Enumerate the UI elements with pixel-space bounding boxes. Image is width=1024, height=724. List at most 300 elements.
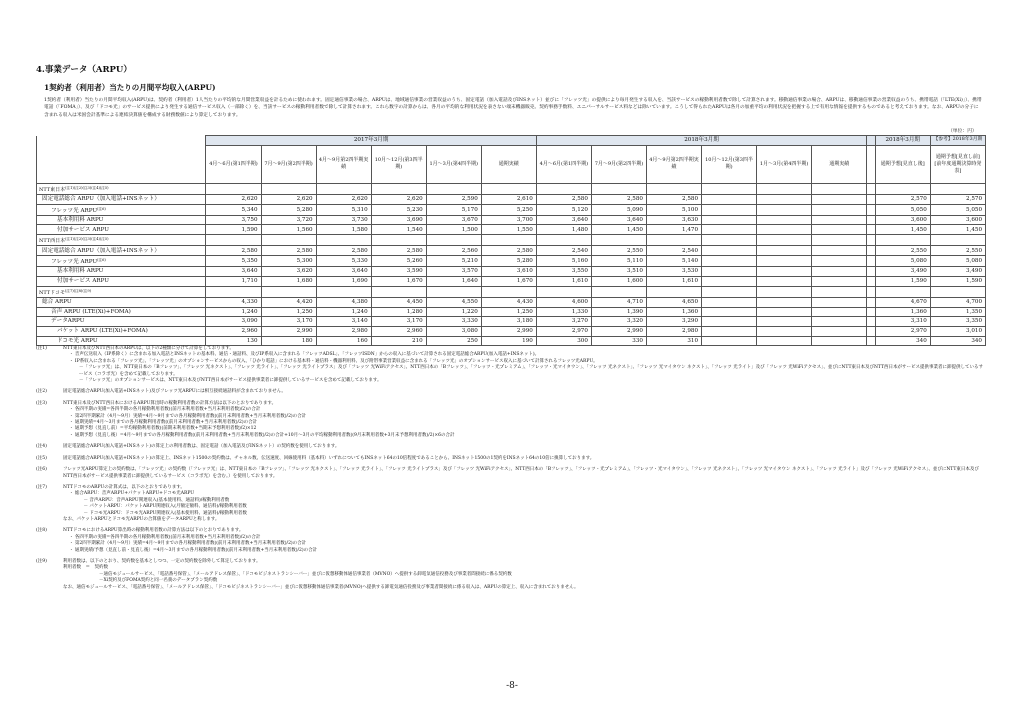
empty-cell <box>536 183 591 194</box>
footnote-line: ・ 通期実績/予想（見直し前・見直し後）=4月～3月までの各月稼動利用者数((前月末利用者数+当月末利用者数)/2)の合計 <box>69 547 318 553</box>
table-row <box>37 204 986 215</box>
row-label-text: フレッツ光 ARPU <box>51 259 98 266</box>
value-cell-v2018 <box>757 194 812 204</box>
value-cell-v2018: 2,580 <box>591 194 646 204</box>
col-2018-q1: 4月～6月(第1四半期) <box>536 145 591 183</box>
value-cell-forecast: 3,600 <box>875 215 930 225</box>
footnote-line: NTTドコモにおけるARPU算出時の稼動利用者数の計算方法は以下のとおりであります。 <box>63 528 244 534</box>
value-cell-v2018 <box>702 297 757 307</box>
value-cell-ref: 3,010 <box>930 326 985 336</box>
empty-cell <box>757 183 812 194</box>
value-cell-v2017: 4,430 <box>481 297 536 307</box>
table-row <box>37 307 986 317</box>
value-cell-v2017: 4,380 <box>316 297 371 307</box>
value-cell-v2017: 4,330 <box>206 297 261 307</box>
footnote <box>36 389 986 395</box>
gap-cell <box>867 194 875 204</box>
group-row <box>37 235 986 246</box>
table-row <box>37 276 986 286</box>
value-cell-v2018: 2,540 <box>646 246 701 256</box>
value-cell-v2017: 2,990 <box>261 326 316 336</box>
empty-cell <box>757 286 812 297</box>
value-cell-v2018 <box>702 256 757 267</box>
value-cell-forecast: 1,360 <box>875 307 930 317</box>
col-forecast: 通期予想[見直し後] <box>875 145 930 183</box>
value-cell-v2018 <box>702 194 757 204</box>
value-cell-v2017: 3,180 <box>481 317 536 327</box>
footnote-line: ・ 通期予想（見直し前）=平均稼動利用者数((前期末利用者数+当期末予想利用者数)/2)×12 <box>69 426 257 432</box>
col-2017-full: 通期実績 <box>481 145 536 183</box>
value-cell-v2018 <box>702 326 757 336</box>
value-cell-ref: 5,050 <box>930 204 985 215</box>
gap-cell <box>867 286 875 297</box>
footnote-line: 固定電話総合ARPU(加入電話+INSネット)及びフレッツ光ARPUには相互接続通話料が含まれておりません。 <box>63 389 286 395</box>
value-cell-v2018 <box>757 276 812 286</box>
value-cell-v2018: 3,510 <box>591 267 646 277</box>
footnote-label: (注8) <box>36 528 47 534</box>
footnote-line: 固定電話総合ARPU(加入電話+INSネット)の算定上、INSネット1500の契約数は、チャネル数、伝送速度、回線使用料（基本料）いずれについてもINSネット64の10倍程度であることから、INSネット1500の1契約をINSネット64の10倍に換算しております。 <box>63 455 595 461</box>
footnote-line: NTT東日本及びNTT西日本のARPUは、以下の2種類に分けて計算をしております。 <box>63 346 234 351</box>
value-cell-v2017: 4,550 <box>426 297 481 307</box>
value-cell-v2018 <box>757 267 812 277</box>
value-cell-v2017: 5,170 <box>426 204 481 215</box>
empty-cell <box>536 235 591 246</box>
empty-cell <box>702 286 757 297</box>
value-cell-v2017: 2,620 <box>206 194 261 204</box>
row-note-ref: (注6) <box>97 206 106 211</box>
value-cell-v2018 <box>757 317 812 327</box>
empty-cell <box>591 183 646 194</box>
row-label <box>37 246 206 256</box>
empty-cell <box>930 286 985 297</box>
value-cell-forecast: 3,310 <box>875 317 930 327</box>
value-cell-v2018 <box>757 307 812 317</box>
empty-cell <box>812 183 867 194</box>
value-cell-ref: 3,350 <box>930 317 985 327</box>
footnote-line: － パケットARPU：パケットARPU関連収入(月額定額料、通信料)/稼動利用者数 <box>79 504 247 510</box>
footnote-label: (注6) <box>36 467 47 473</box>
header-gap <box>867 136 875 146</box>
value-cell-v2018: 1,470 <box>646 225 701 235</box>
table-row <box>37 215 986 225</box>
value-cell-v2017: 3,170 <box>371 317 426 327</box>
value-cell-v2017: 3,330 <box>426 317 481 327</box>
gap-cell <box>867 183 875 194</box>
value-cell-v2017: 1,670 <box>481 276 536 286</box>
footnote-label: (注1) <box>36 346 47 351</box>
value-cell-v2017: 3,170 <box>261 317 316 327</box>
footnote-line: －「フレッツ光」は、NTT東日本の「Bフレッツ」、「フレッツ 光ネクスト」、「フレッツ 光ライト」、「フレッツ 光ライトプラス」及び「フレッツ 光WiFiアクセス」、NTT西日本の「Bフレッツ」、「フレッツ・光プレミアム」、「フレッツ・光マイタウン」、「フレッツ 光ネクスト」、「フレッツ 光マイタウン ネクスト」、「フレッツ 光ライト」及び「フレッツ 光WiFiアクセス」、並びにNTT東日本及びNTT西日本がサービス提供事業者に卸提供しているサービス（コラボ光）を含めて記載しております。 <box>79 365 983 377</box>
gap-cell <box>867 317 875 327</box>
empty-cell <box>261 235 316 246</box>
empty-cell <box>812 235 867 246</box>
empty-cell <box>206 235 261 246</box>
value-cell-v2018: 5,120 <box>536 204 591 215</box>
value-cell-v2017: 1,560 <box>261 225 316 235</box>
empty-cell <box>875 286 930 297</box>
group-label <box>37 183 206 194</box>
value-cell-v2017: 3,640 <box>206 267 261 277</box>
value-cell-v2017: 3,090 <box>206 317 261 327</box>
footnote <box>36 444 986 450</box>
row-label <box>37 194 206 204</box>
table-row <box>37 297 986 307</box>
empty-cell <box>875 235 930 246</box>
header-corner <box>37 136 206 146</box>
value-cell-v2018 <box>757 215 812 225</box>
footnote-line: フレッツ光ARPU算定上の契約数は、「フレッツ光」の契約数（「フレッツ光」は、NTT東日本の「Bフレッツ」、「フレッツ 光ネクスト」、「フレッツ 光ライト」、「フレッツ 光ライトプラス」及び「フレッツ 光WiFiアクセス」、NTT西日本の「Bフレッツ」、「フレッツ・光プレミアム」、「フレッツ・光マイタウン」、「フレッツ 光ネクスト」、「フレッツ 光マイタウン ネクスト」、「フレッツ 光ライト」及び「フレッツ 光WiFiアクセス」、並びにNTT東日本及びNTT西日本がサービス提供事業者に卸提供しているサービス（コラボ光）を含む。）を使用しております。 <box>63 467 979 479</box>
value-cell-forecast: 1,590 <box>875 276 930 286</box>
value-cell-v2018 <box>812 326 867 336</box>
value-cell-v2018: 5,110 <box>591 256 646 267</box>
subtitle: 1契約者（利用者）当たりの月間平均収入(ARPU) <box>44 83 216 92</box>
footnote-label: (注5) <box>36 455 47 461</box>
value-cell-v2017: 1,500 <box>426 225 481 235</box>
value-cell-v2017: 2,620 <box>371 194 426 204</box>
value-cell-forecast: 5,050 <box>875 204 930 215</box>
table-row <box>37 246 986 256</box>
row-label-text: 付加サービス ARPU <box>57 226 109 233</box>
value-cell-v2018: 330 <box>591 336 646 346</box>
value-cell-v2018 <box>702 276 757 286</box>
footnote-label: (注7) <box>36 484 47 490</box>
value-cell-v2017: 1,280 <box>371 307 426 317</box>
empty-cell <box>646 286 701 297</box>
empty-cell <box>316 183 371 194</box>
header-reference: 【参考】2018年3月期 <box>930 136 985 146</box>
value-cell-v2018 <box>812 307 867 317</box>
value-cell-v2018: 3,630 <box>646 215 701 225</box>
col-2017-q3: 10月～12月(第3四半期) <box>371 145 426 183</box>
value-cell-v2018 <box>702 317 757 327</box>
col-2018-q2: 7月～9月(第2四半期) <box>591 145 646 183</box>
group-name: NTTドコモ <box>39 289 65 296</box>
value-cell-ref: 4,700 <box>930 297 985 307</box>
footnote-line: －「フレッツ光」のオプションサービスは、NTT東日本及びNTT西日本がサービス提供事業者に卸提供しているサービスを含めて記載しております。 <box>79 378 382 384</box>
row-label <box>37 276 206 286</box>
value-cell-v2017: 5,280 <box>481 256 536 267</box>
header-fy2018: 2018年3月期 <box>536 136 866 146</box>
value-cell-v2018: 3,640 <box>536 215 591 225</box>
footnote-line: ・ IP系収入に含まれる「フレッツ光」、「フレッツ光」のオプションサービスからの収入、「ひかり電話」における基本料・通信料・機器利用料、及び附帯事業営業収益に含まれる「フレッツ光」のオプションサービス収入に基づいて計算されるフレッツ光ARPU。 <box>69 358 598 364</box>
value-cell-v2018: 1,390 <box>591 307 646 317</box>
footnote-line: ・ 各四半期の実績=各四半期の各月稼動利用者数((前月末利用者数+当月末利用者数)/2)の合計 <box>69 534 261 540</box>
footnote-line: NTT東日本及びNTT西日本におけるARPU算出時の稼動利用者数の計算方法は以下のとおりであります。 <box>63 400 277 406</box>
value-cell-v2018: 3,320 <box>591 317 646 327</box>
row-label <box>37 204 206 215</box>
empty-cell <box>930 183 985 194</box>
gap-cell <box>867 204 875 215</box>
value-cell-v2017: 2,590 <box>426 194 481 204</box>
row-label <box>37 307 206 317</box>
footnote-line: 利用者数 ＝ 契約数 <box>63 565 108 571</box>
value-cell-v2017: 3,610 <box>481 267 536 277</box>
empty-cell <box>316 235 371 246</box>
value-cell-v2017: 2,960 <box>371 326 426 336</box>
row-label <box>37 317 206 327</box>
value-cell-v2018: 4,650 <box>646 297 701 307</box>
value-cell-v2017: 210 <box>371 336 426 346</box>
value-cell-v2018 <box>812 276 867 286</box>
value-cell-v2018 <box>812 256 867 267</box>
value-cell-v2017: 1,220 <box>426 307 481 317</box>
table-row <box>37 256 986 267</box>
value-cell-forecast: 2,970 <box>875 326 930 336</box>
value-cell-v2018 <box>702 267 757 277</box>
empty-cell <box>646 183 701 194</box>
value-cell-ref: 2,550 <box>930 246 985 256</box>
value-cell-forecast: 3,490 <box>875 267 930 277</box>
value-cell-ref: 3,490 <box>930 267 985 277</box>
value-cell-v2017: 1,240 <box>206 307 261 317</box>
row-label-text: データARPU <box>51 318 85 325</box>
empty-cell <box>371 286 426 297</box>
value-cell-v2018 <box>757 256 812 267</box>
value-cell-v2018: 3,270 <box>536 317 591 327</box>
footnote-line: NTTドコモのARPUの計算式は、以下のとおりであります。 <box>63 484 185 490</box>
row-label <box>37 326 206 336</box>
gap-cell <box>867 326 875 336</box>
value-cell-v2017: 5,350 <box>206 256 261 267</box>
value-cell-v2017: 1,710 <box>206 276 261 286</box>
value-cell-v2017: 3,670 <box>426 215 481 225</box>
empty-cell <box>261 183 316 194</box>
empty-cell <box>481 286 536 297</box>
empty-cell <box>875 183 930 194</box>
value-cell-v2018 <box>812 267 867 277</box>
value-cell-forecast: 4,670 <box>875 297 930 307</box>
gap-cell <box>867 297 875 307</box>
value-cell-v2017: 3,690 <box>371 215 426 225</box>
empty-cell <box>702 183 757 194</box>
row-label <box>37 267 206 277</box>
value-cell-v2017: 2,620 <box>261 194 316 204</box>
table-row <box>37 267 986 277</box>
col-2018-full: 通期実績 <box>812 145 867 183</box>
value-cell-v2017: 5,280 <box>261 204 316 215</box>
value-cell-v2017: 190 <box>481 336 536 346</box>
value-cell-v2017: 3,620 <box>261 267 316 277</box>
value-cell-v2017: 1,580 <box>316 225 371 235</box>
value-cell-v2018 <box>702 225 757 235</box>
value-cell-v2017: 1,540 <box>371 225 426 235</box>
col-2018-h1: 4月～9月第2四半期実績 <box>646 145 701 183</box>
notes-section <box>36 341 986 591</box>
group-notes: (注1)(注2)(注3)(注4)(注5) <box>65 237 109 242</box>
value-cell-v2018: 1,610 <box>536 276 591 286</box>
footnote-line: ・ 第2四半期累計（4月～9月）実績=4月～9月までの各月稼動利用者数((前月末利用者数+当月末利用者数)/2)の合計 <box>69 541 307 547</box>
col-2017-q1: 4月～6月(第1四半期) <box>206 145 261 183</box>
value-cell-v2018 <box>812 246 867 256</box>
row-label <box>37 297 206 307</box>
header-fy2017: 2017年3月期 <box>206 136 536 146</box>
value-cell-v2017: 2,580 <box>371 246 426 256</box>
empty-cell <box>591 235 646 246</box>
row-label <box>37 215 206 225</box>
table-row <box>37 317 986 327</box>
empty-cell <box>591 286 646 297</box>
value-cell-v2018: 5,100 <box>646 204 701 215</box>
row-label-text: パケット ARPU (LTE(Xi)+FOMA) <box>57 328 148 335</box>
value-cell-v2018: 2,990 <box>591 326 646 336</box>
value-cell-v2017: 3,730 <box>316 215 371 225</box>
period-header-row <box>37 145 986 183</box>
footnote-line: － ドコモ光ARPU：ドコモ光ARPU関連収入(基本使用料、通話料)/稼動利用者数 <box>79 510 247 516</box>
value-cell-v2017: 2,580 <box>481 246 536 256</box>
value-cell-v2018: 2,980 <box>646 326 701 336</box>
value-cell-v2017: 3,720 <box>261 215 316 225</box>
table-row <box>37 225 986 235</box>
row-label-text: 基本利用料 ARPU <box>57 217 104 224</box>
value-cell-v2018 <box>812 194 867 204</box>
empty-cell <box>646 235 701 246</box>
value-cell-v2017: 5,310 <box>316 204 371 215</box>
value-cell-v2017: 2,620 <box>316 194 371 204</box>
footnote-line: 利用者数は、以下のとおり、契約数を基本としつつ、一定の契約数を除外して算定しております。 <box>63 558 261 564</box>
value-cell-v2017: 3,140 <box>316 317 371 327</box>
value-cell-v2017: 2,960 <box>206 326 261 336</box>
empty-cell <box>536 286 591 297</box>
section-title: 4.事業データ（ARPU） <box>36 65 132 75</box>
value-cell-v2018: 1,330 <box>536 307 591 317</box>
intro-paragraph: 1契約者（利用者）当たりの月間平均収入(ARPU)は、契約者（利用者）1人当たりの平均的な月間営業収益を計るために使われます。固定通信事業の場合、ARPUは、地域通信事業の営業収益のうち、固定電話（加入電話及びINSネット）並びに「フレッツ光」の提供により毎月発生する収入を、当該サービスの稼動利用者数で除して計算されます。移動通信事業の場合、ARPUは、移動通信事業の営業収益のうち、携帯電話（「LTE(Xi)」）、携帯電話（「FOMA」）、及び「ドコモ光」のサービス提供により発生する通信サービス収入（一部除く）を、当該サービスの稼動利用者数で除して計算されます。これら数字の計算からは、各月の平均的な利用状況を表さない端末機器販売、契約事務手数料、ユニバーサルサービス料などは除いています。こうして得られたARPUは各月の加重平均の利用状況を把握する上で有用な情報を提供するものであると考えております。なお、ARPUの分子に含まれる収入は米国会計基準による連結決算値を構成する財務数値により算定しております。 <box>44 98 982 118</box>
footnote-line: 固定電話総合ARPU(加入電話+INSネット)の算定上の利用者数は、固定電話（加入電話及びINSネット）の契約数を使用しております。 <box>63 444 340 450</box>
empty-cell <box>426 235 481 246</box>
empty-cell <box>702 235 757 246</box>
empty-cell <box>757 235 812 246</box>
footnote-line: ・ 通期実績=4月～3月までの各月稼動利用者数((前月末利用者数+当月末利用者数)/2)の合計 <box>69 420 258 426</box>
value-cell-v2018 <box>757 246 812 256</box>
value-cell-v2018 <box>702 307 757 317</box>
value-cell-v2018 <box>757 326 812 336</box>
empty-cell <box>206 286 261 297</box>
value-cell-v2017: 3,080 <box>426 326 481 336</box>
value-cell-v2018: 3,550 <box>536 267 591 277</box>
row-label-text: ドコモ光 ARPU <box>57 337 98 344</box>
value-cell-ref: 3,600 <box>930 215 985 225</box>
footnote <box>36 467 986 480</box>
footnote-label: (注2) <box>36 389 47 395</box>
value-cell-v2017: 4,420 <box>261 297 316 307</box>
footnote-line: ・ 音声伝送収入（IP系除く）に含まれる加入電話とINSネットの基本料、通信・通話料、及びIP系収入に含まれる「フレッツADSL」、「フレッツISDN」からの収入に基づいて計算される固定電話総合ARPU(加入電話+INSネット)。 <box>69 352 540 358</box>
col-2017-q4: 1月～3月(第4四半期) <box>426 145 481 183</box>
col-reference: 通期予想[見直し前][前年度通期決算時発表] <box>930 145 985 183</box>
value-cell-v2017: 5,300 <box>261 256 316 267</box>
group-notes: (注1)(注2)(注3)(注4)(注5) <box>65 185 109 190</box>
row-label-text: 音声 ARPU (LTE(Xi)+FOMA) <box>51 308 131 315</box>
row-label <box>37 256 206 267</box>
value-cell-v2017: 250 <box>426 336 481 346</box>
value-cell-forecast: 340 <box>875 336 930 346</box>
footnote <box>36 401 986 439</box>
value-cell-v2018: 4,710 <box>591 297 646 307</box>
table-row <box>37 326 986 336</box>
value-cell-v2018: 2,540 <box>536 246 591 256</box>
value-cell-ref: 1,450 <box>930 225 985 235</box>
value-cell-v2017: 2,560 <box>426 246 481 256</box>
group-label <box>37 286 206 297</box>
footnote <box>36 485 986 523</box>
value-cell-v2017: 1,640 <box>426 276 481 286</box>
value-cell-v2018: 1,450 <box>591 225 646 235</box>
value-cell-v2018 <box>757 225 812 235</box>
gap-cell <box>867 307 875 317</box>
group-name: NTT東日本 <box>39 186 66 193</box>
value-cell-v2018: 1,480 <box>536 225 591 235</box>
value-cell-v2017: 2,610 <box>481 194 536 204</box>
value-cell-v2018: 1,610 <box>646 276 701 286</box>
footnote <box>36 346 986 384</box>
value-cell-v2018: 310 <box>646 336 701 346</box>
footnote-line: ・ 第2四半期累計（4月～9月）実績=4月～9月までの各月稼動利用者数((前月末利用者数+当月末利用者数)/2)の合計 <box>69 413 307 419</box>
empty-cell <box>426 286 481 297</box>
footnote-label: (注4) <box>36 444 47 450</box>
row-label-text: 総合 ARPU <box>42 299 72 306</box>
value-cell-v2018 <box>702 204 757 215</box>
header-fy2018-forecast: 2018年3月期 <box>875 136 930 146</box>
group-label <box>37 235 206 246</box>
value-cell-v2018: 2,580 <box>646 194 701 204</box>
unit-label: （単位：円） <box>948 129 977 134</box>
footnote-label: (注3) <box>36 400 47 406</box>
footnote <box>36 528 986 554</box>
footnote-line: － 音声ARPU：音声ARPU関連収入(基本使用料、通話料)/稼動利用者数 <box>79 497 230 503</box>
group-notes: (注7)(注8)(注9) <box>64 288 92 293</box>
footnote-line: ・ 各四半期の実績=各四半期の各月稼動利用者数((前月末利用者数+当月末利用者数)/2)の合計 <box>69 407 261 413</box>
gap-cell <box>867 215 875 225</box>
value-cell-v2017: 5,250 <box>481 204 536 215</box>
group-row <box>37 183 986 194</box>
value-cell-v2018: 3,290 <box>646 317 701 327</box>
value-cell-v2017: 5,330 <box>316 256 371 267</box>
row-note-ref: (注6) <box>97 258 106 263</box>
gap-cell <box>867 267 875 277</box>
value-cell-v2017: 2,580 <box>206 246 261 256</box>
footnote-line: なお、パケットARPUとドコモ光ARPUの合算値をデータARPUと称します。 <box>63 516 220 522</box>
arpu-table <box>36 135 986 346</box>
gap-cell <box>867 246 875 256</box>
year-header-row <box>37 136 986 146</box>
empty-cell <box>371 235 426 246</box>
row-label-text: 基本利用料 ARPU <box>57 268 104 275</box>
value-cell-v2018 <box>812 204 867 215</box>
value-cell-v2017: 1,690 <box>316 276 371 286</box>
value-cell-v2018: 2,970 <box>536 326 591 336</box>
value-cell-v2017: 1,590 <box>206 225 261 235</box>
empty-cell <box>261 286 316 297</box>
gap-cell <box>867 225 875 235</box>
group-name: NTT西日本 <box>39 238 66 245</box>
value-cell-v2017: 3,750 <box>206 215 261 225</box>
row-label-text: 固定電話総合 ARPU（加入電話+INSネット） <box>42 247 160 254</box>
row-label-text: フレッツ光 ARPU <box>51 207 98 214</box>
value-cell-v2018 <box>702 246 757 256</box>
value-cell-ref: 1,350 <box>930 307 985 317</box>
footnote-line: ・ 総合ARPU：音声ARPU+パケットARPU+ドコモ光ARPU <box>69 491 195 497</box>
empty-cell <box>481 235 536 246</box>
col-2018-q3: 10月～12月(第3四半期) <box>702 145 757 183</box>
value-cell-v2017: 180 <box>261 336 316 346</box>
value-cell-v2018 <box>812 225 867 235</box>
value-cell-v2018: 3,640 <box>591 215 646 225</box>
value-cell-ref: 1,590 <box>930 276 985 286</box>
value-cell-forecast: 1,450 <box>875 225 930 235</box>
value-cell-v2017: 5,210 <box>426 256 481 267</box>
empty-cell <box>812 286 867 297</box>
value-cell-v2018: 5,160 <box>536 256 591 267</box>
value-cell-ref: 340 <box>930 336 985 346</box>
col-2017-q2: 7月～9月(第2四半期) <box>261 145 316 183</box>
